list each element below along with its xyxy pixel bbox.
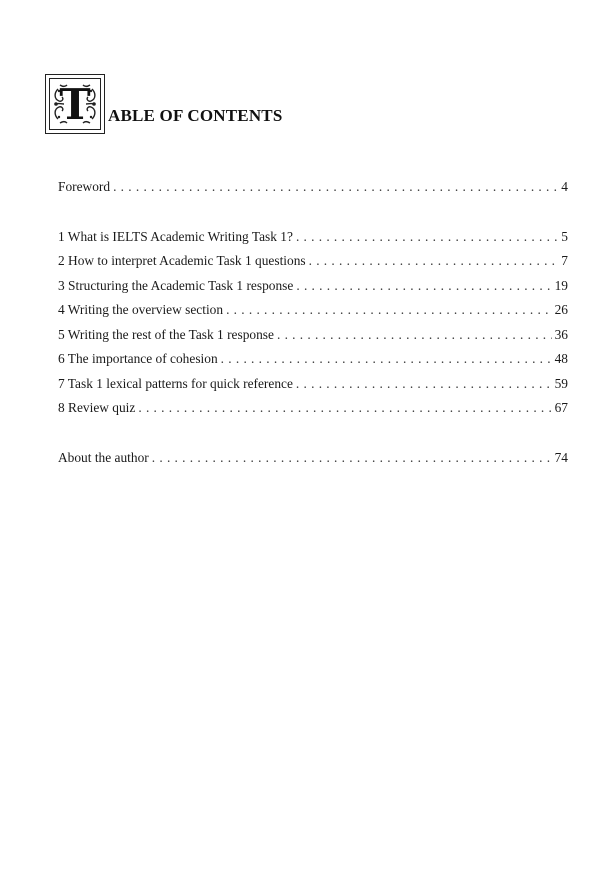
toc-heading: [45, 72, 283, 134]
toc-page-number: 48: [554, 351, 568, 366]
dot-leader: [152, 446, 552, 471]
toc-page-number: 7: [561, 253, 568, 268]
toc-entry-label: 2 How to interpret Academic Task 1 questions: [58, 253, 306, 268]
dot-leader: [138, 396, 551, 421]
toc-entry-label: 7 Task 1 lexical patterns for quick reference: [58, 375, 293, 391]
toc-page-number: 74: [554, 449, 568, 465]
toc-entry-label: About the author: [58, 449, 149, 465]
toc-page-number: 26: [554, 302, 568, 317]
page-title: ABLE OF CONTENTS: [108, 106, 283, 125]
toc-entry-label: 4 Writing the overview section: [58, 302, 224, 317]
dot-leader: [277, 323, 552, 348]
dot-leader: [296, 225, 558, 250]
dot-leader: [221, 347, 552, 372]
toc-entry-label: 3 Structuring the Academic Task 1 response: [58, 277, 294, 293]
toc-entry-about-author[interactable]: [58, 446, 568, 471]
dot-leader: [113, 175, 558, 200]
dot-leader: [296, 274, 551, 299]
dot-leader: [309, 249, 559, 274]
toc-page-number: 4: [561, 179, 568, 194]
toc-page-number: 59: [554, 375, 568, 391]
toc-entry-chapter-1[interactable]: [58, 225, 568, 250]
ornamental-dropcap: [45, 74, 105, 134]
table-of-contents: [58, 175, 568, 470]
toc-entry-chapter-2[interactable]: [58, 249, 568, 274]
toc-entry-chapter-5[interactable]: [58, 323, 568, 348]
toc-entry-label: 1 What is IELTS Academic Writing Task 1?: [58, 228, 293, 244]
toc-entry-chapter-7[interactable]: [58, 372, 568, 397]
toc-entry-chapter-4[interactable]: [58, 298, 568, 323]
toc-page-number: 19: [554, 277, 568, 293]
toc-entry-label: 5 Writing the rest of the Task 1 response: [58, 326, 274, 342]
toc-entry-chapter-6[interactable]: [58, 347, 568, 372]
toc-entry-label: 6 The importance of cohesion: [58, 351, 218, 366]
dot-leader: [226, 298, 552, 323]
toc-entry-chapter-8[interactable]: [58, 396, 568, 421]
toc-page-number: 5: [561, 228, 568, 244]
dropcap-letter: T: [59, 80, 91, 129]
toc-page-number: 36: [554, 326, 568, 342]
dot-leader: [296, 372, 552, 397]
toc-entry-foreword[interactable]: [58, 175, 568, 200]
toc-entry-chapter-3[interactable]: [58, 274, 568, 299]
toc-page-number: 67: [554, 400, 568, 415]
toc-entry-label: Foreword: [58, 179, 111, 194]
toc-entry-label: 8 Review quiz: [58, 400, 136, 415]
